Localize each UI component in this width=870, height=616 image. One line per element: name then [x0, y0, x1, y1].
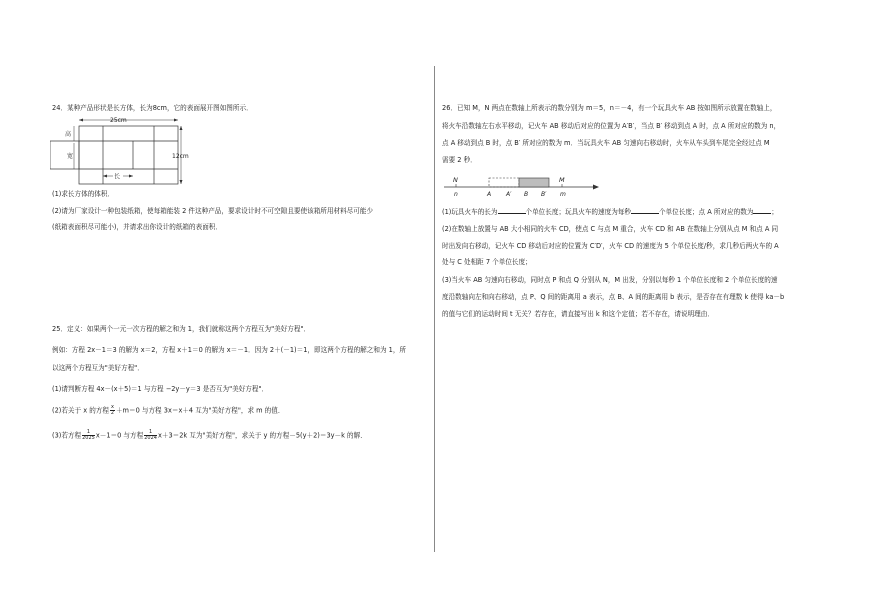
fraction-numerator: x — [111, 404, 114, 410]
q26-line1: 26．已知 M，N 两点在数轴上所表示的数分别为 m＝5，n＝－4，有一个玩具火车 AB 按如图所示放置在数轴上， — [442, 104, 777, 112]
fraction-numerator: 1 — [82, 430, 95, 436]
q24-dim-side: 12cm — [172, 153, 189, 160]
q25-part2 — [52, 405, 284, 416]
q26-part3-line1: (3)当火车 AB 匀速向右移动，同时点 P 和点 Q 分别从 N，M 出发，分别以每秒 1 个单位长度和 2 个单位长度的速 — [442, 276, 778, 284]
q26-line3: 点 A 移动到点 B 时，点 B′ 所对应的数为 m．当玩具火车 AB 匀速向右移动时，火车从车头到车尾完全经过点 M — [442, 139, 770, 147]
q26-line2: 将火车沿数轴左右水平移动，记火车 AB 移动后对应的位置为 A′B′，当点 B′ 移动到点 A 时，点 A 所对应的数为 n， — [442, 122, 781, 130]
q26-label-m: m — [560, 191, 566, 198]
q24-net-figure — [50, 114, 200, 190]
q26-label-N: N — [453, 176, 458, 184]
q25-part3-fraction1 — [82, 430, 95, 441]
q25-part2-prefix: (2)若关于 x 的方程 — [52, 406, 109, 415]
q25-part3 — [52, 430, 367, 441]
answer-blank[interactable] — [631, 207, 659, 214]
column-divider — [434, 66, 435, 552]
q25-part3-fraction2 — [144, 430, 157, 441]
fraction-numerator: 1 — [144, 430, 157, 436]
q26-part2-line3: 处与 C 处相距 7 个单位长度； — [442, 258, 532, 266]
q24-part1: (1)求长方体的体积． — [52, 190, 115, 198]
q26-part3-line2: 度沿数轴向左和向右移动，点 P、Q 间的距离用 a 表示，点 B、A 间的距离用 b 表示，是否存在有理数 k 使得 ka－b — [442, 293, 785, 301]
q25-example-line1: 例如：方程 2x－1＝3 的解为 x＝2，方程 x＋1＝0 的解为 x＝－1．因为 2＋(－1)＝1，即这两个方程的解之和为 1，所 — [52, 346, 407, 354]
answer-blank[interactable] — [753, 207, 771, 214]
q24-dim-top: 25cm — [110, 117, 127, 124]
q24-dim-high: 高 — [65, 131, 72, 138]
q24-dim-long: 长 — [114, 173, 121, 181]
q26-part2-line1: (2)在数轴上放置与 AB 大小相同的火车 CD，使点 C 与点 M 重合，火车 CD 和 AB 在数轴上分别从点 M 和点 A 同 — [442, 225, 779, 233]
q24-part2-line2: (纸箱表面积尽可能小)，并请求出你设计的纸箱的表面积． — [52, 223, 222, 231]
q26-part1-d: ； — [771, 208, 779, 216]
fraction-denominator: 2024 — [144, 435, 157, 441]
q25-part3-suffix: x＋3＝2k 互为"美好方程"，求关于 y 的方程－5(y＋2)＝3y－k 的解． — [157, 431, 367, 440]
q26-line4: 需要 2 秒． — [442, 156, 477, 164]
q26-label-A: A — [487, 191, 492, 198]
q24-title: 24．某种产品形状是长方体，长为8cm，它的表面展开图如图所示． — [52, 104, 253, 112]
fraction-denominator: 2 — [110, 410, 115, 416]
q25-part1: (1)请判断方程 4x－(x＋5)＝1 与方程 −2y－y＝3 是否互为"美好方程"． — [52, 385, 269, 393]
q26-label-n: n — [454, 191, 458, 198]
q26-part3-line3: 的值与它们的运动时间 t 无关？若存在，请直接写出 k 和这个定值；若不存在，请说明理由． — [442, 310, 714, 318]
fraction-denominator: 2025 — [82, 435, 95, 441]
q26-label-M: M — [559, 176, 565, 184]
q26-number-line-figure — [444, 172, 604, 200]
q25-part3-prefix: (3)若方程 — [52, 431, 82, 440]
q26-part2-line2: 时出发向右移动，记火车 CD 移动后对应的位置为 C′D′，火车 CD 的速度为 5 个单位长度/秒，求几秒后两火车的 A — [442, 242, 779, 250]
answer-blank[interactable] — [498, 207, 526, 214]
q25-example-line2: 以这两个方程互为"美好方程"． — [52, 364, 144, 372]
q24-dim-wide: 宽 — [67, 153, 74, 160]
q24-part2-line1: (2)请为厂家设计一种包装纸箱，使每箱能装 2 件这种产品，要求设计时不可空隙且要使该箱所用材料尽可能少 — [52, 207, 374, 215]
q26-label-B-prime: B′ — [541, 191, 547, 198]
q26-part1 — [442, 207, 778, 217]
q26-part1-a: (1)玩具火车的长为 — [442, 208, 498, 216]
q26-part1-c: 个单位长度；点 A 所对应的数为 — [659, 208, 754, 216]
q25-part2-suffix: ＋m＝0 与方程 3x＝x＋4 互为"美好方程"，求 m 的值． — [115, 406, 285, 415]
q26-label-A-prime: A′ — [506, 191, 512, 198]
q25-title: 25．定义：如果两个一元一次方程的解之和为 1，我们就称这两个方程互为"美好方程"． — [52, 325, 311, 333]
q25-part2-fraction — [110, 405, 115, 416]
q26-part1-b: 个单位长度；玩具火车的速度为每秒 — [525, 208, 631, 216]
q25-part3-middle: x－1＝0 与方程 — [95, 431, 144, 440]
q26-label-B: B — [524, 191, 529, 198]
